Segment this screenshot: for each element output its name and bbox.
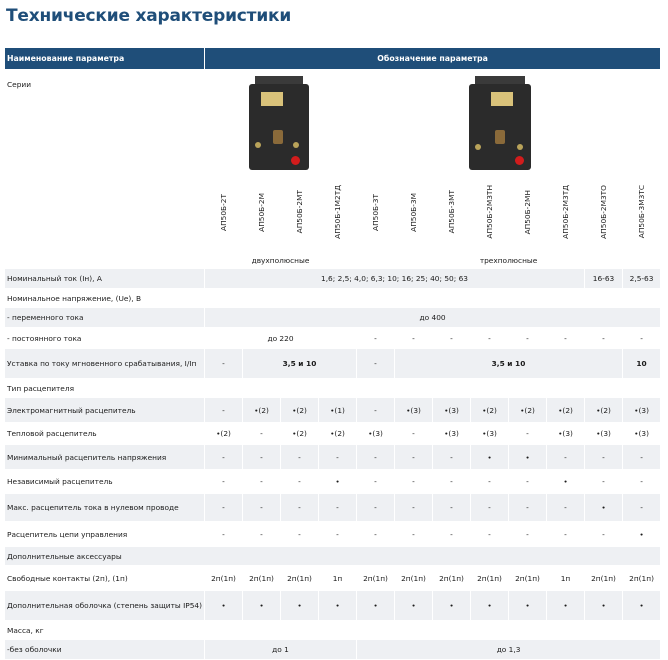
ac-label: - переменного тока xyxy=(5,308,205,328)
em-cell: - xyxy=(357,398,395,423)
dc-dash: - xyxy=(395,328,433,349)
model-cell xyxy=(205,175,243,252)
control-cell: - xyxy=(433,522,471,547)
em-cell: •(2) xyxy=(547,398,585,423)
min-voltage-cell: - xyxy=(433,445,471,470)
model-name: АП50Б-3Т xyxy=(371,193,380,231)
control-row xyxy=(5,522,661,547)
independent-cell: • xyxy=(547,470,585,494)
control-cell: - xyxy=(585,522,623,547)
contacts-cell: 2п(1п) xyxy=(243,566,281,591)
setting-value-3mtc: 10 xyxy=(623,349,661,379)
control-label: Расцепитель цепи управления xyxy=(5,522,205,547)
setting-dash: - xyxy=(205,349,243,379)
contacts-cell: 2п(1п) xyxy=(585,566,623,591)
shell-cell: • xyxy=(509,591,547,621)
model-cell xyxy=(585,175,623,252)
independent-cell: - xyxy=(395,470,433,494)
model-name: АП50Б-2Т xyxy=(219,193,228,231)
model-cell xyxy=(395,175,433,252)
three-pole-label: трехполюсные xyxy=(357,252,661,269)
min-voltage-cell: - xyxy=(243,445,281,470)
model-cell xyxy=(509,175,547,252)
contacts-cell: 2п(1п) xyxy=(433,566,471,591)
max-neutral-cell: - xyxy=(547,494,585,522)
voltage-label: Номинальное напряжение, (Ue), В xyxy=(5,289,661,308)
thermal-cell: •(3) xyxy=(547,423,585,445)
series-image-row xyxy=(5,70,661,175)
thermal-cell: •(2) xyxy=(205,423,243,445)
independent-cell: • xyxy=(319,470,357,494)
thermal-cell: •(3) xyxy=(623,423,661,445)
em-cell: •(1) xyxy=(319,398,357,423)
model-name: АП50Б-2М3ТД xyxy=(561,185,570,239)
two-pole-label: двухполюсные xyxy=(205,252,357,269)
thermal-cell: •(3) xyxy=(433,423,471,445)
breaker-three-pole-image xyxy=(469,76,531,170)
model-name: АП50Б-2М xyxy=(257,192,266,232)
thermal-cell: - xyxy=(243,423,281,445)
max-neutral-cell: - xyxy=(319,494,357,522)
no-shell-value-three-pole: до 1,3 xyxy=(357,640,661,660)
em-cell: •(2) xyxy=(281,398,319,423)
thermal-cell: - xyxy=(509,423,547,445)
control-cell: - xyxy=(281,522,319,547)
shell-cell: • xyxy=(471,591,509,621)
max-neutral-cell: - xyxy=(357,494,395,522)
control-cell: - xyxy=(357,522,395,547)
min-voltage-cell: - xyxy=(585,445,623,470)
max-neutral-cell: - xyxy=(243,494,281,522)
model-cell xyxy=(433,175,471,252)
independent-cell: - xyxy=(433,470,471,494)
independent-cell: - xyxy=(509,470,547,494)
contacts-cell: 2п(1п) xyxy=(281,566,319,591)
header-param-designation: Обозначение параметра xyxy=(205,48,661,70)
model-cell xyxy=(623,175,661,252)
dc-dash: - xyxy=(433,328,471,349)
thermal-cell: •(3) xyxy=(471,423,509,445)
em-label: Электромагнитный расцепитель xyxy=(5,398,205,423)
model-cell xyxy=(357,175,395,252)
model-name: АП50Б-3М xyxy=(409,192,418,232)
contacts-cell: 2п(1п) xyxy=(509,566,547,591)
thermal-row xyxy=(5,423,661,445)
independent-cell: - xyxy=(281,470,319,494)
independent-cell: - xyxy=(357,470,395,494)
header-param-name: Наименование параметра xyxy=(5,48,205,70)
model-name: АП50Б-2МТ xyxy=(295,190,304,234)
contacts-cell: 2п(1п) xyxy=(471,566,509,591)
current-label: Номинальный ток (Iн), А xyxy=(5,269,205,289)
max-neutral-cell: - xyxy=(623,494,661,522)
current-value-3mtc: 2,5-63 xyxy=(623,269,661,289)
max-neutral-label: Макс. расцепитель тока в нулевом проводе xyxy=(5,494,205,522)
two-pole-image-cell xyxy=(205,70,357,175)
ac-row xyxy=(5,308,661,328)
min-voltage-label: Минимальный расцепитель напряжения xyxy=(5,445,205,470)
em-cell: - xyxy=(205,398,243,423)
dc-row xyxy=(5,328,661,349)
max-neutral-cell: - xyxy=(509,494,547,522)
contacts-cell: 2п(1п) xyxy=(623,566,661,591)
min-voltage-row xyxy=(5,445,661,470)
model-name: АП50Б-2М3ТО xyxy=(599,185,608,239)
thermal-cell: •(2) xyxy=(281,423,319,445)
independent-cell: - xyxy=(471,470,509,494)
model-cell xyxy=(471,175,509,252)
accessories-row xyxy=(5,547,661,566)
max-neutral-cell: - xyxy=(205,494,243,522)
dc-dash: - xyxy=(623,328,661,349)
thermal-cell: •(3) xyxy=(585,423,623,445)
max-neutral-row xyxy=(5,494,661,522)
control-cell: - xyxy=(547,522,585,547)
model-cell xyxy=(547,175,585,252)
min-voltage-cell: - xyxy=(395,445,433,470)
independent-row xyxy=(5,470,661,494)
min-voltage-cell: • xyxy=(471,445,509,470)
model-name: АП50Б-3М3ТС xyxy=(637,185,647,239)
control-cell: - xyxy=(243,522,281,547)
shell-cell: • xyxy=(433,591,471,621)
setting-row xyxy=(5,349,661,379)
model-name: АП50Б-2М3ТН xyxy=(485,185,494,239)
current-value-3mto: 16-63 xyxy=(585,269,623,289)
model-name: АП50Б-1М2ТД xyxy=(333,185,342,239)
shell-cell: • xyxy=(357,591,395,621)
max-neutral-cell: - xyxy=(281,494,319,522)
independent-cell: - xyxy=(585,470,623,494)
release-type-label: Тип расцепителя xyxy=(5,379,661,398)
max-neutral-cell: - xyxy=(471,494,509,522)
shell-cell: • xyxy=(205,591,243,621)
model-cell xyxy=(281,175,319,252)
shell-row xyxy=(5,591,661,621)
control-cell: - xyxy=(471,522,509,547)
dc-dash: - xyxy=(585,328,623,349)
thermal-cell: •(3) xyxy=(357,423,395,445)
shell-cell: • xyxy=(623,591,661,621)
voltage-row xyxy=(5,289,661,308)
no-shell-row xyxy=(5,640,661,660)
em-row xyxy=(5,398,661,423)
header-row xyxy=(5,48,661,70)
setting-value-three-pole: 3,5 и 10 xyxy=(395,349,623,379)
control-cell: - xyxy=(509,522,547,547)
contacts-row xyxy=(5,566,661,591)
shell-cell: • xyxy=(395,591,433,621)
breaker-two-pole-image xyxy=(249,76,309,170)
contacts-cell: 2п(1п) xyxy=(395,566,433,591)
thermal-cell: •(2) xyxy=(319,423,357,445)
current-row xyxy=(5,269,661,289)
setting-dash: - xyxy=(357,349,395,379)
shell-cell: • xyxy=(585,591,623,621)
series-label: Серии xyxy=(5,70,205,269)
em-cell: •(2) xyxy=(243,398,281,423)
shell-cell: • xyxy=(547,591,585,621)
setting-value-two-pole: 3,5 и 10 xyxy=(243,349,357,379)
em-cell: •(2) xyxy=(509,398,547,423)
thermal-cell: - xyxy=(395,423,433,445)
min-voltage-cell: - xyxy=(357,445,395,470)
dc-value: до 220 xyxy=(205,328,357,349)
contacts-cell: 1п xyxy=(547,566,585,591)
shell-label: Дополнительная оболочка (степень защиты IP54) xyxy=(5,591,205,621)
control-cell: - xyxy=(205,522,243,547)
three-pole-image-cell xyxy=(357,70,661,175)
accessories-label: Дополнительные аксессуары xyxy=(5,547,661,566)
em-cell: •(2) xyxy=(585,398,623,423)
contacts-cell: 1п xyxy=(319,566,357,591)
min-voltage-cell: - xyxy=(547,445,585,470)
spec-table xyxy=(4,47,661,660)
mass-label: Масса, кг xyxy=(5,621,661,640)
model-name: АП50Б-3МТ xyxy=(447,190,456,234)
max-neutral-cell: • xyxy=(585,494,623,522)
shell-cell: • xyxy=(281,591,319,621)
min-voltage-cell: - xyxy=(623,445,661,470)
dc-dash: - xyxy=(357,328,395,349)
control-cell: - xyxy=(395,522,433,547)
dc-dash: - xyxy=(547,328,585,349)
independent-label: Независимый расцепитель xyxy=(5,470,205,494)
dc-dash: - xyxy=(471,328,509,349)
dc-label: - постоянного тока xyxy=(5,328,205,349)
independent-cell: - xyxy=(205,470,243,494)
em-cell: •(2) xyxy=(471,398,509,423)
independent-cell: - xyxy=(623,470,661,494)
dc-dash: - xyxy=(509,328,547,349)
min-voltage-cell: - xyxy=(205,445,243,470)
release-type-row xyxy=(5,379,661,398)
shell-cell: • xyxy=(243,591,281,621)
mass-row xyxy=(5,621,661,640)
page-title: Технические характеристики xyxy=(6,6,292,26)
ac-value: до 400 xyxy=(205,308,661,328)
contacts-cell: 2п(1п) xyxy=(205,566,243,591)
control-cell: - xyxy=(319,522,357,547)
max-neutral-cell: - xyxy=(433,494,471,522)
no-shell-label: -без оболочки xyxy=(5,640,205,660)
em-cell: •(3) xyxy=(623,398,661,423)
model-cell xyxy=(319,175,357,252)
thermal-label: Тепловой расцепитель xyxy=(5,423,205,445)
em-cell: •(3) xyxy=(433,398,471,423)
shell-cell: • xyxy=(319,591,357,621)
min-voltage-cell: - xyxy=(319,445,357,470)
model-cell xyxy=(243,175,281,252)
current-main-value: 1,6; 2,5; 4,0; 6,3; 10; 16; 25; 40; 50; 63 xyxy=(205,269,585,289)
contacts-cell: 2п(1п) xyxy=(357,566,395,591)
em-cell: •(3) xyxy=(395,398,433,423)
no-shell-value-two-pole: до 1 xyxy=(205,640,357,660)
independent-cell: - xyxy=(243,470,281,494)
model-name: АП50Б-2МН xyxy=(523,189,532,235)
min-voltage-cell: - xyxy=(281,445,319,470)
contacts-label: Свободные контакты (2п), (1п) xyxy=(5,566,205,591)
setting-label: Уставка по току мгновенного срабатывания, I/Iп xyxy=(5,349,205,379)
min-voltage-cell: • xyxy=(509,445,547,470)
control-cell: • xyxy=(623,522,661,547)
max-neutral-cell: - xyxy=(395,494,433,522)
